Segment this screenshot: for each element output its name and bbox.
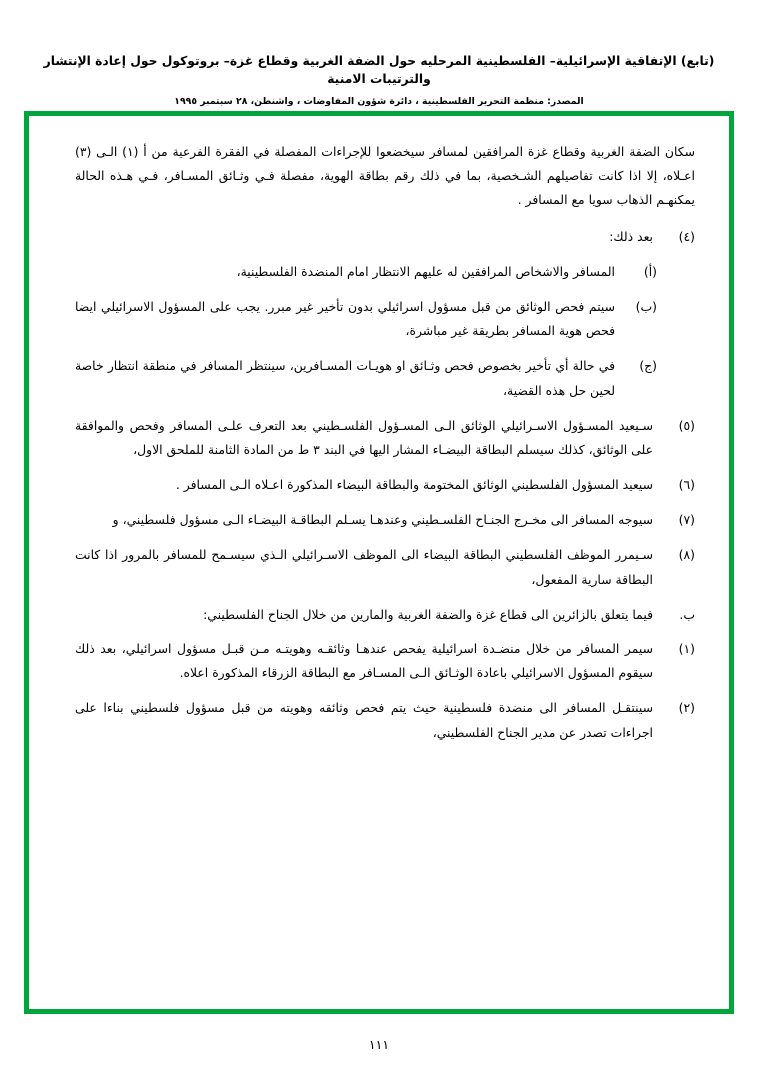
document-header	[0, 0, 758, 107]
list-text: المسافر والاشخاص المرافقين له عليهم الانتظار امام المنضدة الفلسطينية،	[236, 263, 615, 279]
list-text: سيوجه المسافر الى مخـرج الجنـاح الفلسـطيني وعندهـا يسـلم البطاقـة البيضـاء الـى مسؤول فلسطيني، و	[112, 512, 653, 528]
list-marker: (ب)	[635, 298, 657, 314]
list-item	[75, 354, 695, 402]
list-text: سيعيد المسؤول الفلسطيني الوثائق المختومة والبطاقة البيضاء المذكورة اعـلاه الـى المسافر .	[175, 477, 653, 493]
list-item	[75, 543, 695, 591]
document-title: (تابع) الإتفاقية الإسرائيلية– الفلسطينية المرحليه حول الضفة الغربية وقطاع غزة– بروتوكول حول إعادة الإنتشار والترتيبات الامنية	[43, 54, 715, 87]
list-marker: (٨)	[678, 547, 695, 563]
section-text: فيما يتعلق بالزائرين الى قطاع غزة والضفة الغربية والمارين من خلال الجناح الفلسطيني:	[203, 606, 653, 622]
list-text: سـيعيد المسـؤول الاسـرائيلي الوثائق الـى المسـؤول الفلسـطيني بعد التعرف علـى المسافر وفحص والموافقة على الوثائق، كذلك سيسلم البطاقة البيضـاء المشار اليها في البند ٣ ط من المادة الثامنة للملحق الاول،	[75, 417, 653, 457]
list-text: سينتقـل المسافر الى منضدة فلسطينية حيث يتم فحص وثائقه وهويته من قبل مسؤول فلسطيني بناءا على اجراءات تصدر عن مدير الجناح الفلسطيني،	[75, 700, 653, 740]
list-marker: (٢)	[678, 700, 695, 716]
list-marker: (٦)	[678, 477, 695, 493]
list-item	[75, 473, 695, 497]
page-number: ١١١	[368, 1037, 390, 1052]
list-item	[75, 295, 695, 343]
list-marker: (١)	[678, 641, 695, 656]
list-text: سيمر المسافر من خلال منضـدة اسرائيلية يفحص عندهـا وثائقـه وهويتـه مـن قبـل مسؤول اسرائيلي، بعد ذلك سيقوم المسؤول الاسرائيلي باعادة الوثـائق الـى المسـافر مع البطاقة الزرقاء المذكورة اعلاه.	[75, 641, 653, 681]
list-item	[75, 696, 695, 744]
list-text: في حالة أي تأخير بخصوص فحص وثـائق او هويـات المسـافرين، سينتظر المسافر في منطقة انتظار خاصة لحين حل هذه القضية،	[75, 358, 615, 398]
list-item	[75, 414, 695, 462]
lead-paragraph: سكان الضفة الغربية وقطاع غزة المرافقين لمسافر سيخضعوا للإجراءات المفصلة في الفقرة الفرعية من أ (١) الـى (٣) اعـلاه، إلا اذا كانت تفاصيلهم الشـخصية، بما في ذلك رقم بطاقة الهوية، مفصلة فـي وثـائق المسـافر، فـي هـذه الحالة يمكنهـم الذهاب سويا مع المسافر .	[75, 144, 695, 208]
list-marker: (٤)	[678, 228, 695, 244]
list-item	[75, 225, 695, 249]
green-border-frame	[24, 111, 734, 1014]
list-text: سيتم فحص الوثائق من قبل مسؤول اسرائيلي بدون تأخير غير مبرر. يجب على المسؤول الاسرائيلي ايضا فحص هوية المسافر بطريقة غير مباشرة،	[75, 298, 615, 339]
section-heading-b	[75, 603, 695, 627]
document-body	[29, 140, 729, 756]
list-marker: (ج)	[639, 358, 657, 374]
list-marker: (٥)	[678, 417, 695, 433]
list-marker: (أ)	[643, 263, 657, 279]
list-item	[75, 260, 695, 284]
list-item	[75, 508, 695, 532]
list-text: سـيمرر الموظف الفلسطيني البطاقة البيضاء الى الموظف الاسـرائيلي الـذي سيسـمح للمسافر بالمرور اذا كانت البطاقة سارية المفعول،	[75, 547, 653, 587]
list-text: بعد ذلك:	[609, 228, 653, 244]
list-marker: (٧)	[678, 512, 695, 528]
section-marker: ب.	[679, 606, 695, 622]
list-item	[75, 637, 695, 685]
document-source-line: المصدر: منظمة التحرير الفلسطينية ، دائرة شؤون المفاوضات ، واشنطن، ٢٨ سبتمبر ١٩٩٥	[174, 95, 584, 107]
